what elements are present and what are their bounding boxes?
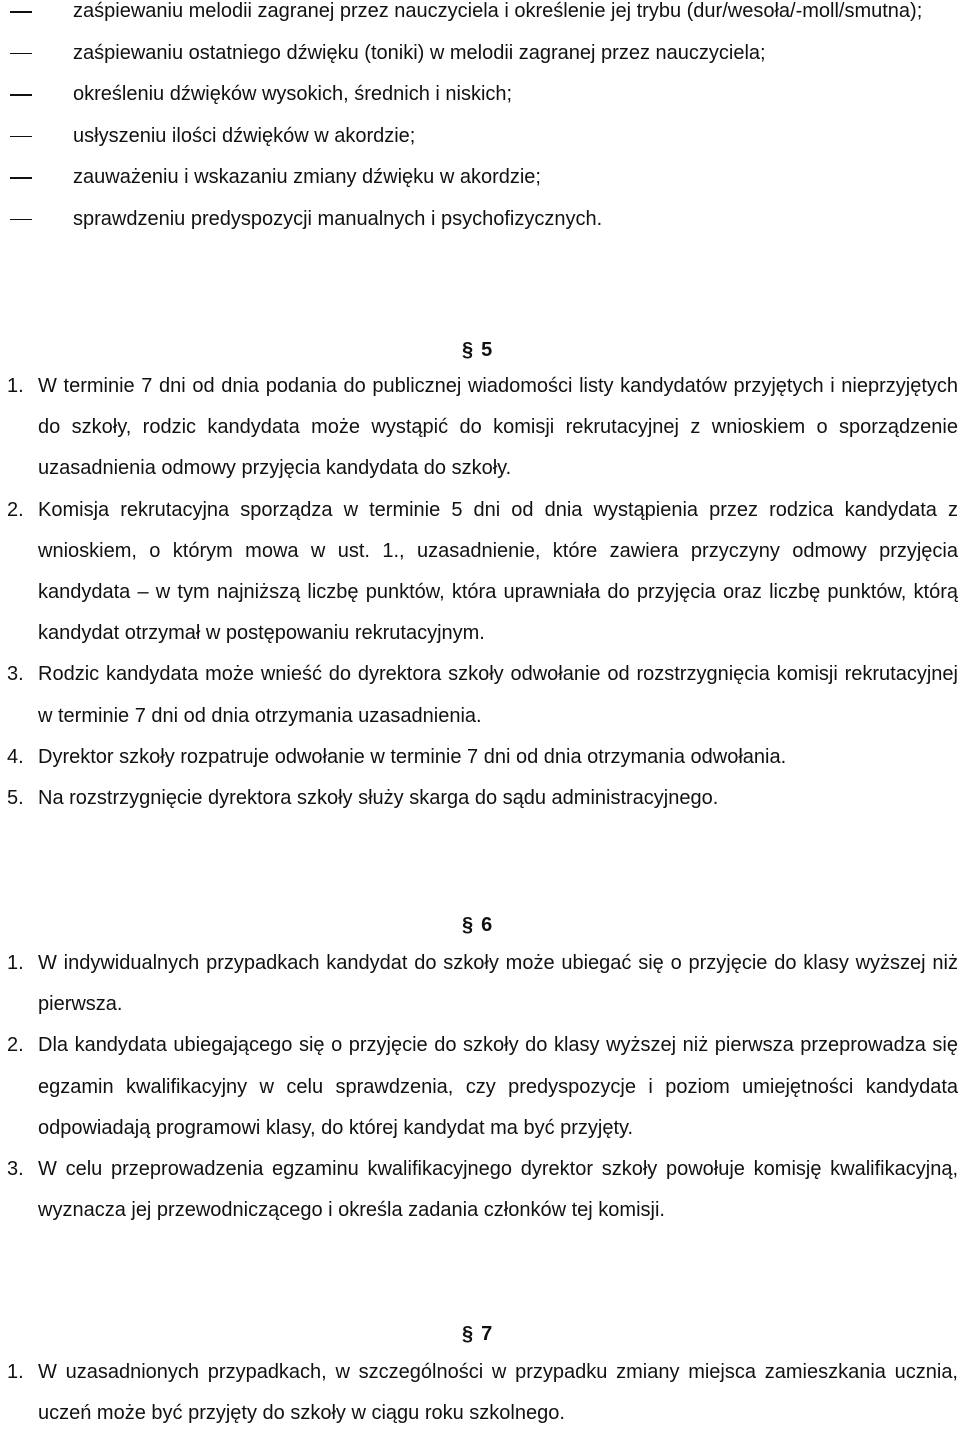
paragraph-text: W terminie 7 dni od dnia podania do publicznej wiadomości listy kandydatów przyjętych i nieprzyjętych do szkoły, rodzic kandydata może wystąpić do komisji rekrutacyjnej z wnioskiem o sporządzenie uzasadnienia odmowy przyjęcia kandydata do szkoły. [38,375,958,480]
paragraph-text: W uzasadnionych przypadkach, w szczególności w przypadku zmiany miejsca zamieszkania ucznia, uczeń może być przyjęty do szkoły w ciągu roku szkolnego. [38,1361,958,1425]
paragraph-number: 4. [7,745,24,768]
dash-bullet-icon [10,11,32,13]
paragraph-number: 1. [7,375,24,397]
list-item [0,74,960,116]
paragraph-item [0,490,958,655]
list-item [0,33,960,75]
paragraph-number: 2. [7,1034,24,1057]
paragraph-number: 1. [7,1361,24,1383]
list-item [0,199,960,241]
paragraph-item [0,1149,958,1231]
list-item-text: usłyszeniu ilości dźwięków w akordzie; [73,124,416,147]
section-heading-7 [462,1322,522,1346]
paragraph-item [0,1352,958,1434]
paragraph-number: 5. [7,787,24,810]
paragraph-number: 2. [7,498,24,521]
paragraph-text: Komisja rekrutacyjna sporządza w terminie 5 dni od dnia wystąpienia przez rodzica kandydata z wnioskiem, o którym mowa w ust. 1., uzasadnienie, które zawiera przyczyny odmowy przyjęcia kandydata – w tym najniższą liczbę punktów, która uprawniała do przyjęcia oraz liczbę punktów, którą kandydat otrzymał w postępowaniu rekrutacyjnym. [38,498,958,645]
list-item-text: sprawdzeniu predyspozycji manualnych i psychofizycznych. [73,207,603,230]
paragraph-text: Na rozstrzygnięcie dyrektora szkoły służy skarga do sądu administracyjnego. [38,787,719,810]
list-item [0,0,960,33]
paragraph-number: 1. [7,952,24,974]
paragraph-text: Rodzic kandydata może wnieść do dyrektora szkoły odwołanie od rozstrzygnięcia komisji rekrutacyjnej w terminie 7 dni od dnia otrzymania uzasadnienia. [38,663,958,727]
list-item-text: określeniu dźwięków wysokich, średnich i niskich; [73,83,513,105]
paragraph-item [0,366,958,490]
paragraph-number: 3. [7,1158,24,1181]
dash-bullet-icon [10,136,32,138]
section-7-body [0,1352,958,1434]
dash-bullet-icon [10,94,32,96]
paragraph-number: 3. [7,663,24,686]
list-item-text: zaśpiewaniu melodii zagranej przez nauczyciela i określenie jej trybu (dur/wesoła/-moll/smutna); [73,0,923,22]
section-heading-5 [462,338,522,362]
paragraph-item [0,943,958,1025]
section-number: 5 [481,339,493,361]
list-item-text: zaśpiewaniu ostatniego dźwięku (toniki) w melodii zagranej przez nauczyciela; [73,41,766,64]
dash-bullet-icon [10,53,32,55]
section-5-body [0,366,958,819]
list-item [0,157,960,199]
paragraph-item [0,737,958,778]
section-number: 6 [481,914,493,936]
paragraph-item [0,654,958,736]
section-symbol: § [462,914,474,936]
dash-bullet-icon [10,219,32,221]
paragraph-item [0,778,958,819]
section-symbol: § [462,339,474,361]
section-heading-6 [462,913,522,937]
list-item [0,116,960,158]
paragraph-item [0,1025,958,1149]
section-6-body [0,943,958,1231]
paragraph-text: Dla kandydata ubiegającego się o przyjęcie do szkoły do klasy wyższej niż pierwsza przeprowadza się egzamin kwalifikacyjny w celu sprawdzenia, czy predyspozycje i poziom umiejętności kandydata odpowiadają programowi klasy, do której kandydat ma być przyjęty. [38,1034,958,1139]
dash-bullet-icon [10,177,32,179]
paragraph-text: W indywidualnych przypadkach kandydat do szkoły może ubiegać się o przyjęcie do klasy wyższej niż pierwsza. [38,952,958,1016]
dash-list [0,0,960,240]
section-symbol: § [462,1323,474,1345]
section-number: 7 [481,1323,493,1345]
list-item-text: zauważeniu i wskazaniu zmiany dźwięku w akordzie; [73,166,541,188]
paragraph-text: Dyrektor szkoły rozpatruje odwołanie w terminie 7 dni od dnia otrzymania odwołania. [38,745,787,768]
paragraph-text: W celu przeprowadzenia egzaminu kwalifikacyjnego dyrektor szkoły powołuje komisję kwalifikacyjną, wyznacza jej przewodniczącego i określa zadania członków tej komisji. [38,1158,958,1222]
